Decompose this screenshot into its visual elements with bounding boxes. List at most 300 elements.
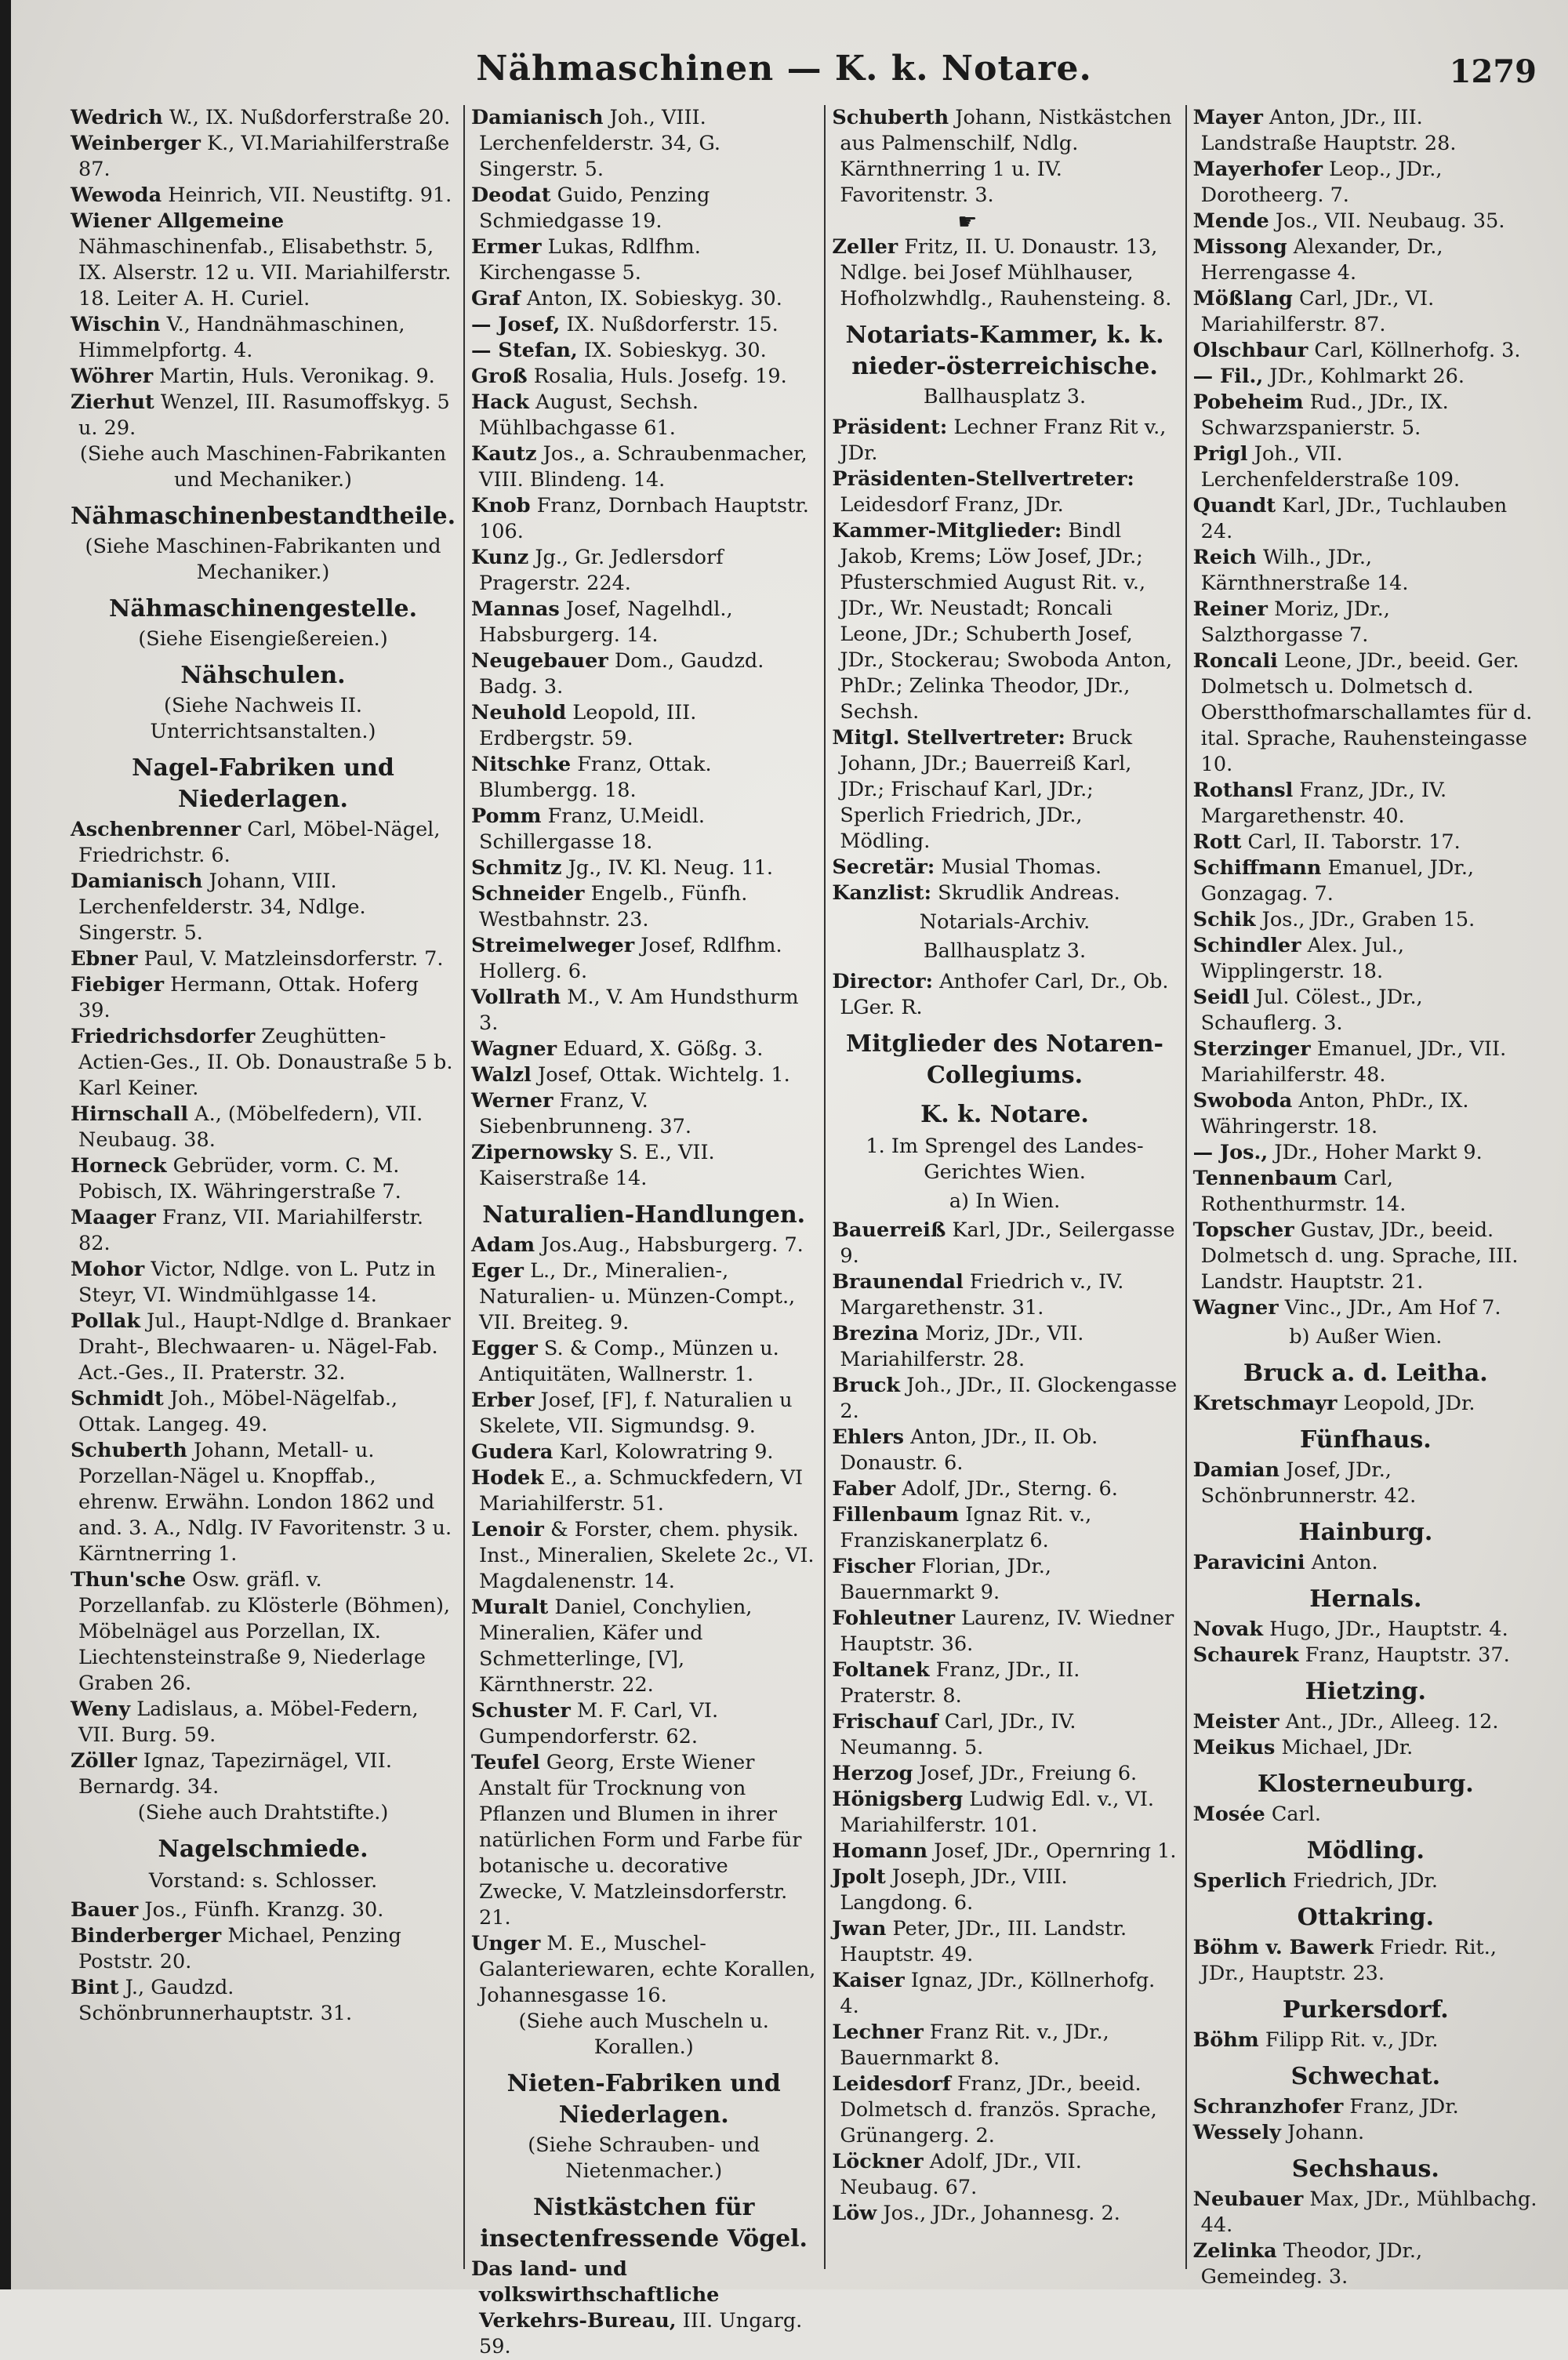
entry-details: IX. Nußdorferstr. 15.: [560, 313, 779, 336]
entry-details: Friedrich, JDr.: [1287, 1869, 1439, 1893]
entry-name: Weinberger: [71, 132, 201, 155]
directory-entry: [1193, 1140, 1538, 1166]
directory-entry: [832, 1916, 1177, 1968]
entry-name: Zöller: [71, 1749, 137, 1773]
entry-details: Jos., a. Schraubenmacher, VIII. Blindeng. 14.: [479, 442, 808, 492]
directory-entry: [832, 234, 1177, 312]
entry-details: Alexander, Dr., Herrengasse 4.: [1200, 235, 1443, 285]
directory-entry: [71, 1438, 456, 1567]
directory-entry: [71, 1309, 456, 1386]
entry-name: Muralt: [471, 1596, 549, 1619]
entry-name: Mannas: [471, 597, 560, 621]
entry-details: & Forster, chem. physik. Inst., Mineralien, Skelete 2c., VI. Magdalenenstr. 14.: [479, 1518, 815, 1593]
entry-name: Groß: [471, 365, 528, 388]
page-number: 1279: [1449, 53, 1537, 90]
entry-name: Mößlang: [1192, 287, 1293, 310]
section-heading: Schwechat.: [1290, 2063, 1441, 2090]
directory-entry: [1193, 441, 1538, 493]
entry-details: Dom., Gaudzd. Badg. 3.: [479, 649, 764, 699]
directory-entry: [832, 855, 1177, 880]
entry-name: Foltanek: [832, 1658, 930, 1682]
entry-name: Wöhrer: [71, 365, 154, 388]
entry-details: Skrudlik Andreas.: [931, 881, 1120, 905]
directory-entry: [71, 209, 456, 312]
entry-details: Jos., JDr., Johannesg. 2.: [877, 2202, 1120, 2225]
entry-name: Horneck: [71, 1154, 167, 1178]
entry-name: Schmitz: [471, 856, 562, 880]
section-heading: Nistkästchen für insectenfressende Vögel.: [480, 2194, 808, 2253]
entry-name: Jwan: [832, 1917, 887, 1941]
entry-details: W., IX. Nußdorferstraße 20.: [162, 106, 451, 129]
entry-details: Laurenz, IV. Wiedner Hauptstr. 36.: [840, 1607, 1174, 1656]
entry-details: Johann, Metall- u. Porzellan-Nägel u. Knopffab., ehrenw. Erwähn. London 1862 und and. 3. A., Ndlg. IV Favoritenstr. 3 u. Kärntnerring 1.: [78, 1439, 452, 1566]
entry-name: Streimelweger: [471, 934, 635, 957]
entry-details: Jos., VII. Neubaug. 35.: [1269, 209, 1505, 233]
entry-details: Josef, JDr., Opernring 1.: [927, 1839, 1177, 1863]
section-heading: K. k. Notare.: [920, 1101, 1089, 1128]
entry-name: Wewoda: [71, 183, 162, 207]
entry-details: Paul, V. Matzleinsdorferstr. 7.: [137, 947, 444, 971]
entry-details: Franz, JDr., beeid. Dolmetsch d. französ. Sprache, Grünangerg. 2.: [840, 2072, 1157, 2148]
entry-details: Bruck Johann, JDr.; Bauerreiß Karl, JDr.; Frischauf Karl, JDr.; Sperlich Friedrich, JDr., Mödling.: [840, 726, 1133, 853]
section-heading: Nähschulen.: [180, 662, 346, 689]
entry-details: Emanuel, JDr., Gonzagag. 7.: [1200, 856, 1475, 906]
section-subheading: 1. Im Sprengel des Landes-Gerichtes Wien.: [866, 1135, 1144, 1184]
entry-name: Sperlich: [1192, 1869, 1287, 1893]
section-heading: Ottakring.: [1297, 1904, 1435, 1931]
entry-details: Johann.: [1280, 2121, 1365, 2144]
entry-details: M., V. Am Hundsthurm 3.: [479, 986, 799, 1035]
directory-entry: [1193, 907, 1538, 933]
entry-name: Roncali: [1192, 649, 1278, 673]
entry-details: Franz, U.Meidl. Schillergasse 18.: [479, 804, 705, 854]
entry-details: Adolf, JDr., Sterng. 6.: [895, 1477, 1118, 1501]
entry-name: Ehlers: [832, 1425, 905, 1449]
entry-name: Werner: [471, 1089, 554, 1113]
directory-entry: [832, 1554, 1177, 1606]
entry-name: Binderberger: [71, 1924, 222, 1948]
directory-entry: [1193, 597, 1538, 648]
directory-entry: [1193, 648, 1538, 778]
entry-name: Mosée: [1192, 1803, 1265, 1826]
directory-entry: [1193, 234, 1538, 286]
entry-details: Franz, Ottak. Blumbergg. 18.: [479, 753, 712, 802]
entry-details: Theodor, JDr., Gemeindeg. 3.: [1200, 2239, 1423, 2289]
entry-details: Leopold, JDr.: [1337, 1392, 1475, 1415]
directory-entry: [71, 105, 456, 131]
directory-entry: [832, 1787, 1177, 1839]
entry-details: Anton, JDr., II. Ob. Donaustr. 6.: [840, 1425, 1098, 1475]
entry-details: Jg., IV. Kl. Neug. 11.: [561, 856, 774, 880]
entry-name: Eger: [471, 1259, 524, 1283]
entry-details: Ignaz Rit. v., Franziskanerplatz 6.: [840, 1503, 1092, 1552]
entry-details: Carl, Möbel-Nägel, Friedrichstr. 6.: [78, 818, 441, 867]
section-heading: Bruck a. d. Leitha.: [1243, 1360, 1488, 1387]
directory-entry: [1193, 1295, 1538, 1321]
entry-name: Gudera: [471, 1440, 554, 1464]
entry-details: Jg., Gr. Jedlersdorf Pragerstr. 224.: [479, 546, 724, 595]
directory-entry: [71, 1923, 456, 1975]
section-subheading: Notarials-Archiv.: [919, 910, 1091, 934]
section-heading: Klosterneuburg.: [1257, 1770, 1474, 1798]
directory-entry: [71, 1386, 456, 1438]
entry-name: — Josef,: [471, 313, 561, 336]
entry-name: Prigl: [1192, 442, 1248, 466]
entry-details: Joh., VII. Lerchenfelderstraße 109.: [1200, 442, 1461, 492]
directory-entry: [471, 700, 816, 752]
entry-details: Anton, PhDr., IX. Währingerstr. 18.: [1200, 1089, 1469, 1138]
directory-entry: [71, 1205, 456, 1257]
entry-details: Gebrüder, vorm. C. M. Pobisch, IX. Währingerstraße 7.: [78, 1154, 401, 1204]
entry-name: Hodek: [471, 1466, 544, 1490]
entry-details: Lukas, Rdlfhm. Kirchengasse 5.: [479, 235, 701, 285]
entry-details: Michael, Penzing Poststr. 20.: [78, 1924, 401, 1973]
entry-name: Damianisch: [71, 870, 203, 893]
entry-name: Schindler: [1192, 934, 1301, 957]
entry-details: Alex. Jul., Wipplingerstr. 18.: [1200, 934, 1404, 983]
section-heading: Nieten-Fabriken und Niederlagen.: [506, 2070, 781, 2129]
entry-details: Joh., VIII. Lerchenfelderstr. 34, G. Singerstr. 5.: [479, 106, 720, 181]
directory-entry: [832, 1425, 1177, 1476]
entry-details: Rud., JDr., IX. Schwarzspanierstr. 5.: [1200, 390, 1449, 440]
entry-name: Wessely: [1192, 2121, 1281, 2144]
directory-entry: [471, 648, 816, 700]
entry-name: Neubauer: [1192, 2188, 1304, 2211]
directory-entry: [832, 415, 1177, 467]
section-note: (Siehe Eisengießereien.): [138, 627, 388, 651]
section-heading: Notariats-Kammer, k. k. nieder-österreichische.: [845, 321, 1164, 380]
directory-entry: [832, 2020, 1177, 2071]
entry-details: Vinc., JDr., Am Hof 7.: [1278, 1296, 1501, 1320]
entry-name: Kretschmayr: [1192, 1392, 1338, 1415]
entry-details: Carl, JDr., IV. Neumanng. 5.: [840, 1710, 1076, 1759]
section-heading: Hietzing.: [1305, 1678, 1426, 1705]
entry-name: Aschenbrenner: [71, 818, 241, 841]
entry-name: Böhm: [1192, 2028, 1259, 2052]
directory-entry: [1193, 1709, 1538, 1735]
directory-entry: [1193, 338, 1538, 364]
directory-entry: [1193, 1643, 1538, 1668]
page-header: [0, 49, 1568, 96]
entry-name: Walzl: [471, 1063, 532, 1087]
entry-name: Fohleutner: [832, 1607, 956, 1630]
entry-name: Bint: [71, 1976, 119, 1999]
entry-details: Fritz, II. U. Donaustr. 13, Ndlge. bei Josef Mühlhauser, Hofholzwhdlg., Rauhensteing. 8.: [840, 235, 1172, 310]
directory-entry: [71, 390, 456, 441]
pointing-hand-icon: ☛: [957, 209, 978, 234]
section-note: (Siehe Schrauben- und Nietenmacher.): [528, 2133, 760, 2183]
directory-entry: [471, 1517, 816, 1595]
directory-entry: [471, 493, 816, 545]
entry-details: Jul. Cölest., JDr., Schauflerg. 3.: [1200, 986, 1423, 1035]
directory-entry: [1193, 1037, 1538, 1088]
entry-details: Moriz, JDr., VII. Mariahilferstr. 28.: [840, 1322, 1084, 1371]
entry-name: Sterzinger: [1192, 1037, 1311, 1061]
directory-entry: [471, 1931, 816, 2009]
entry-name: Unger: [471, 1932, 541, 1955]
section-heading: Mitglieder des Notaren-Collegiums.: [846, 1030, 1163, 1089]
directory-entry: [1193, 1935, 1538, 1987]
entry-name: Knob: [471, 494, 531, 517]
directory-entry: [832, 1476, 1177, 1502]
directory-entry: [832, 880, 1177, 906]
entry-name: Braunendal: [832, 1270, 964, 1294]
entry-name: Mitgl. Stellvertreter:: [832, 726, 1065, 750]
directory-entry: [832, 518, 1177, 725]
directory-entry: [471, 2257, 816, 2360]
entry-name: Schuberth: [832, 106, 949, 129]
entry-details: Friedr. Rit., JDr., Hauptstr. 23.: [1200, 1936, 1497, 1985]
directory-entry: [71, 131, 456, 183]
entry-name: Kanzlist:: [832, 881, 931, 905]
directory-entry: [1193, 105, 1538, 157]
directory-entry: [471, 183, 816, 234]
entry-details: K., VI.Mariahilferstraße 87.: [78, 132, 450, 181]
section-subheading: Vorstand: s. Schlosser.: [148, 1869, 378, 1893]
directory-entry: [71, 1024, 456, 1102]
directory-entry: [471, 752, 816, 804]
entry-details: Wilh., JDr., Kärnthnerstraße 14.: [1200, 546, 1409, 595]
directory-entry: [1193, 855, 1538, 907]
section-heading: Nagel-Fabriken und Niederlagen.: [132, 754, 394, 813]
entry-details: Musial Thomas.: [935, 855, 1102, 879]
entry-details: Guido, Penzing Schmiedgasse 19.: [479, 183, 710, 233]
entry-details: Josef, JDr., Freiung 6.: [913, 1762, 1138, 1785]
entry-name: Director:: [832, 970, 933, 993]
directory-entry: [1193, 1166, 1538, 1218]
entry-details: V., Handnähmaschinen, Himmelpfortg. 4.: [78, 313, 405, 362]
entry-details: Max, JDr., Mühlbachg. 44.: [1200, 2188, 1537, 2237]
directory-entry: [471, 1595, 816, 1698]
column-1: [71, 105, 456, 2269]
entry-name: Präsident:: [832, 416, 948, 439]
section-heading: Naturalien-Handlungen.: [482, 1201, 806, 1229]
entry-name: Frischauf: [832, 1710, 938, 1734]
entry-details: Anthofer Carl, Dr., Ob. LGer. R.: [840, 970, 1169, 1019]
directory-entry: [471, 545, 816, 597]
entry-details: Bindl Jakob, Krems; Löw Josef, JDr.; Pfusterschmied August Rit. v., JDr., Wr. Neustadt; Roncali Leone, JDr.; Schuberth Josef, JDr., Stockerau; Swoboda Anton, PhDr.; Zelinka Theodor, JDr., Sechsh.: [840, 519, 1173, 724]
directory-entry: [71, 1257, 456, 1309]
directory-entry: [471, 804, 816, 855]
entry-name: Secretär:: [832, 855, 935, 879]
directory-entry: [471, 234, 816, 286]
entry-name: Löckner: [832, 2150, 924, 2173]
entry-details: Karl, JDr., Tuchlauben 24.: [1200, 494, 1508, 543]
entry-details: Jos.Aug., Habsburgerg. 7.: [535, 1233, 804, 1257]
entry-details: Engelb., Fünfh. Westbahnstr. 23.: [479, 882, 748, 931]
entry-name: Lechner: [832, 2021, 924, 2044]
entry-name: Damianisch: [471, 106, 604, 129]
directory-entry: [832, 1218, 1177, 1269]
directory-entry: [832, 1321, 1177, 1373]
page-edge: [0, 0, 11, 2289]
entry-details: L., Dr., Mineralien-, Naturalien- u. Münzen-Compt., VII. Breiteg. 9.: [479, 1259, 796, 1334]
entry-details: Josef, Nagelhdl., Habsburgerg. 14.: [479, 597, 733, 647]
entry-details: S. & Comp., Münzen u. Antiquitäten, Wallnerstr. 1.: [479, 1337, 779, 1386]
directory-entry: [1193, 1802, 1538, 1828]
entry-name: Topscher: [1192, 1218, 1294, 1242]
entry-name: — Fil.,: [1192, 365, 1264, 388]
entry-name: Mayerhofer: [1192, 158, 1323, 181]
entry-name: Meister: [1192, 1710, 1279, 1734]
entry-details: Rosalia, Huls. Josefg. 19.: [527, 365, 787, 388]
entry-details: Moriz, JDr., Salzthorgasse 7.: [1200, 597, 1390, 647]
entry-details: Franz, Hauptstr. 37.: [1298, 1643, 1510, 1667]
directory-entry: [71, 312, 456, 364]
entry-name: Seidl: [1192, 986, 1250, 1009]
entry-name: Zipernowsky: [471, 1141, 613, 1164]
entry-name: Adam: [471, 1233, 535, 1257]
entry-details: Filipp Rit. v., JDr.: [1258, 2028, 1439, 2052]
section-heading: Fünfhaus.: [1299, 1426, 1432, 1454]
directory-entry: [1193, 286, 1538, 338]
directory-entry: [832, 2071, 1177, 2149]
section-note: (Siehe Maschinen-Fabrikanten und Mechaniker.): [85, 535, 441, 584]
entry-details: Carl.: [1265, 1803, 1321, 1826]
entry-details: Zeughütten-Actien-Ges., II. Ob. Donaustraße 5 b. Karl Keiner.: [78, 1025, 453, 1100]
directory-entry: [471, 1388, 816, 1440]
directory-entry: [1193, 2187, 1538, 2238]
entry-name: Friedrichsdorfer: [71, 1025, 256, 1048]
entry-details: Franz Rit. v., JDr., Bauernmarkt 8.: [840, 2021, 1109, 2070]
section-heading: Hainburg.: [1298, 1519, 1433, 1546]
entry-name: Schuster: [471, 1699, 571, 1723]
directory-entry: [1193, 209, 1538, 234]
entry-details: Josef, Rdlfhm. Hollerg. 6.: [479, 934, 782, 983]
directory-entry: [471, 1698, 816, 1750]
column-3: [824, 105, 1177, 2269]
directory-entry: [1193, 1088, 1538, 1140]
section-heading: Hernals.: [1309, 1585, 1422, 1613]
entry-details: Wenzel, III. Rasumoffskyg. 5 u. 29.: [78, 390, 450, 440]
entry-details: Leop., JDr., Dorotheerg. 7.: [1200, 158, 1443, 207]
directory-entry: [71, 946, 456, 972]
entry-name: — Stefan,: [471, 339, 578, 362]
entry-name: Faber: [832, 1477, 896, 1501]
entry-details: S. E., VII. Kaiserstraße 14.: [479, 1141, 715, 1190]
entry-name: Reiner: [1192, 597, 1268, 621]
directory-entry: [471, 1258, 816, 1336]
entry-details: Ludwig Edl. v., VI. Mariahilferstr. 101.: [840, 1788, 1154, 1837]
directory-entry: [832, 105, 1177, 209]
entry-details: Jos., JDr., Graben 15.: [1255, 908, 1475, 931]
directory-entry: [471, 1088, 816, 1140]
directory-entry: [471, 597, 816, 648]
directory-entry: [471, 1336, 816, 1388]
directory-entry: [832, 1373, 1177, 1425]
directory-entry: [1193, 1458, 1538, 1509]
entry-details: Anton, JDr., III. Landstraße Hauptstr. 28.: [1200, 106, 1457, 155]
directory-entry: [471, 1750, 816, 1931]
directory-entry: [832, 1839, 1177, 1864]
entry-details: Josef, Ottak. Wichtelg. 1.: [531, 1063, 790, 1087]
section-note: (Siehe auch Maschinen-Fabrikanten und Mechaniker.): [79, 442, 447, 492]
entry-details: Anton, IX. Sobieskyg. 30.: [520, 287, 782, 310]
running-title: Nähmaschinen — K. k. Notare.: [476, 49, 1092, 89]
entry-name: Kautz: [471, 442, 537, 466]
directory-entry: [1193, 2238, 1538, 2290]
directory-entry: [71, 1567, 456, 1697]
directory-entry: [471, 1037, 816, 1062]
column-4: [1185, 105, 1538, 2289]
section-heading: Purkersdorf.: [1282, 1996, 1449, 2024]
entry-details: Lechner Franz Rit v., JDr.: [840, 416, 1167, 465]
entry-name: Herzog: [832, 1762, 913, 1785]
entry-details: J., Gaudzd. Schönbrunnerhauptstr. 31.: [78, 1976, 353, 2025]
directory-entry: [1193, 390, 1538, 441]
directory-entry: [471, 985, 816, 1037]
entry-name: Leidesdorf: [832, 2072, 951, 2096]
directory-entry: [1193, 2094, 1538, 2120]
entry-name: Graf: [471, 287, 521, 310]
entry-name: Swoboda: [1192, 1089, 1293, 1113]
entry-details: Hermann, Ottak. Hoferg 39.: [78, 973, 419, 1022]
directory-entry: [71, 1975, 456, 2027]
entry-details: Peter, JDr., III. Landstr. Hauptstr. 49.: [840, 1917, 1127, 1966]
directory-entry: [471, 855, 816, 881]
directory-entry: [71, 1697, 456, 1748]
entry-name: Mohor: [71, 1258, 145, 1281]
entry-name: Deodat: [471, 183, 551, 207]
entry-name: Lenoir: [471, 1518, 544, 1541]
entry-details: Jos., Fünfh. Kranzg. 30.: [138, 1898, 384, 1922]
entry-name: Missong: [1192, 235, 1287, 259]
section-heading: Nähmaschinenbestandtheile.: [71, 503, 456, 530]
entry-name: Präsidenten-Stellvertreter:: [832, 467, 1134, 491]
entry-name: Löw: [832, 2202, 877, 2225]
entry-name: Vollrath: [471, 986, 561, 1009]
entry-name: Bruck: [832, 1374, 901, 1397]
entry-name: Pomm: [471, 804, 542, 828]
entry-details: Ignaz, Tapezirnägel, VII. Bernardg. 34.: [78, 1749, 392, 1799]
entry-name: Das land- und volkswirthschaftliche Verkehrs-Bureau,: [471, 2257, 720, 2333]
entry-details: Joh., JDr., II. Glockengasse 2.: [840, 1374, 1178, 1423]
entry-name: Zierhut: [71, 390, 154, 414]
entry-details: Carl, Köllnerhofg. 3.: [1308, 339, 1521, 362]
section-note: (Siehe Nachweis II. Unterrichtsanstalten.): [150, 694, 376, 743]
entry-details: IX. Sobieskyg. 30.: [577, 339, 767, 362]
entry-details: Josef, [F], f. Naturalien u Skelete, VII. Sigmundsg. 9.: [479, 1389, 793, 1438]
entry-details: Josef, JDr., Schönbrunnerstr. 42.: [1200, 1458, 1417, 1508]
entry-details: Daniel, Conchylien, Mineralien, Käfer und Schmetterlinge, [V], Kärnthnerstr. 22.: [479, 1596, 753, 1697]
entry-name: Bauerreiß: [832, 1218, 946, 1242]
entry-details: Adolf, JDr., VII. Neubaug. 67.: [840, 2150, 1082, 2199]
entry-details: Michael, JDr.: [1275, 1736, 1414, 1759]
directory-entry: [832, 1502, 1177, 1554]
entry-details: Leone, JDr., beeid. Ger. Dolmetsch u. Dolmetsch d. Oberstthofmarschallamtes für d. ital. Sprache, Rauhensteingasse 10.: [1200, 649, 1533, 776]
entry-name: Wiener Allgemeine: [71, 209, 285, 233]
directory-entry: [1193, 1735, 1538, 1761]
entry-details: Emanuel, JDr., VII. Mariahilferstr. 48.: [1200, 1037, 1507, 1087]
entry-details: Florian, JDr., Bauernmarkt 9.: [840, 1555, 1051, 1604]
section-note: (Siehe auch Muscheln u. Korallen.): [518, 2010, 769, 2059]
entry-name: Zeller: [832, 235, 898, 259]
section-subheading: b) Außer Wien.: [1289, 1325, 1443, 1349]
directory-entry: [71, 817, 456, 869]
directory-entry: [1193, 830, 1538, 855]
directory-entry: [1193, 545, 1538, 597]
entry-details: JDr., Hoher Markt 9.: [1268, 1141, 1483, 1164]
directory-entry: [471, 933, 816, 985]
directory-entry: [832, 467, 1177, 518]
entry-name: Quandt: [1192, 494, 1276, 517]
entry-details: Joseph, JDr., VIII. Langdong. 6.: [840, 1865, 1068, 1915]
entry-details: Franz, Dornbach Hauptstr. 106.: [479, 494, 809, 543]
directory-entry: [1193, 1218, 1538, 1295]
entry-name: Schaurek: [1192, 1643, 1299, 1667]
entry-name: Fischer: [832, 1555, 916, 1578]
entry-details: Victor, Ndlge. von L. Putz in Steyr, VI. Windmühlgasse 14.: [78, 1258, 436, 1307]
